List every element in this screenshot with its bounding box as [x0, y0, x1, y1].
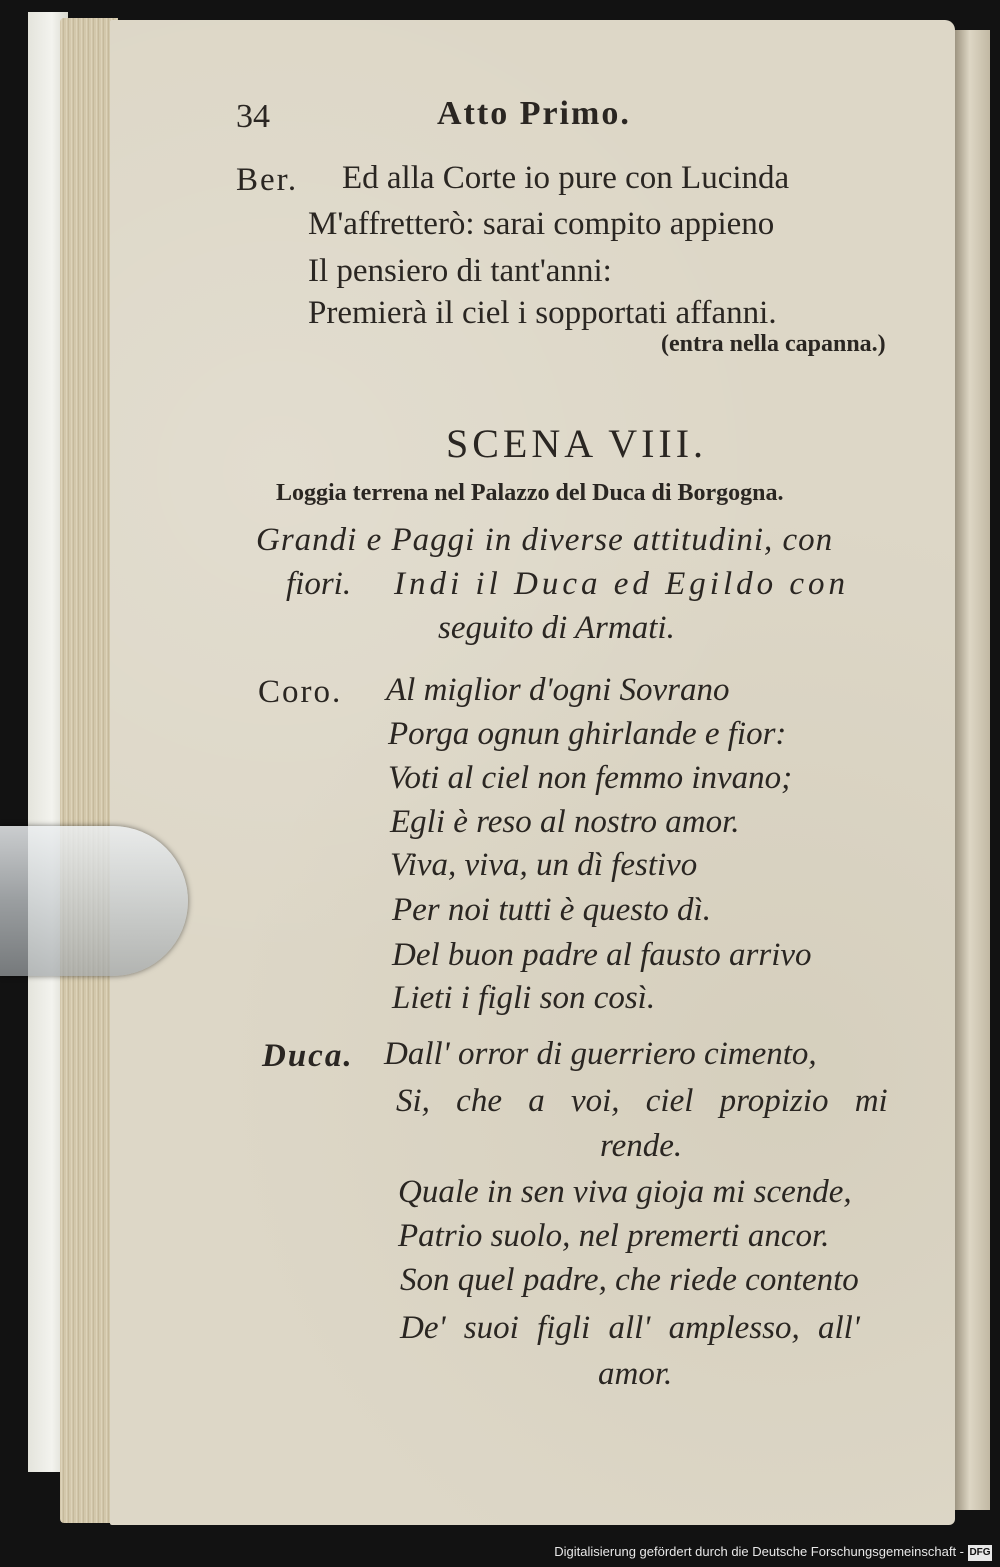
dfg-logo: DFG [968, 1545, 992, 1561]
verse-line: amor. [598, 1356, 673, 1392]
verse-line: Voti al ciel non femmo invano; [388, 760, 793, 796]
running-head: Atto Primo. [437, 95, 631, 132]
cast-line: fiori. [286, 566, 352, 602]
verse-line: Dall' orror di guerriero cimento, [384, 1036, 817, 1072]
page-number: 34 [236, 98, 270, 135]
verse-line: Lieti i figli son così. [392, 980, 656, 1016]
verse-line: Premierà il ciel i sopportati affanni. [308, 295, 777, 331]
verse-line: Porga ognun ghirlande e fior: [388, 716, 787, 752]
verse-line: M'affretterò: sarai compito appieno [308, 206, 775, 242]
cast-line: Grandi e Paggi in diverse attitudini, con [256, 522, 834, 558]
digitization-credit: Digitalisierung gefördert durch die Deutsche Forschungsgemeinschaft - [554, 1544, 964, 1559]
verse-line: Ed alla Corte io pure con Lucinda [342, 160, 790, 196]
speaker-coro: Coro. [258, 674, 343, 710]
scene-setting: Loggia terrena nel Palazzo del Duca di Borgogna. [276, 480, 784, 506]
cast-line: Indi il Duca ed Egildo con [394, 566, 850, 602]
cast-line: seguito di Armati. [438, 610, 675, 646]
speaker-duca: Duca. [262, 1038, 354, 1074]
verse-line: Del buon padre al fausto arrivo [392, 937, 812, 973]
verse-line: Il pensiero di tant'anni: [308, 253, 612, 289]
scene-title: SCENA VIII. [446, 421, 708, 466]
verse-line: rende. [600, 1128, 683, 1164]
verse-line: Son quel padre, che riede contento [400, 1262, 859, 1298]
verse-line: Si, che a voi, ciel propizio mi [396, 1083, 888, 1119]
speaker-ber: Ber. [236, 162, 299, 198]
verse-line: Viva, viva, un dì festivo [390, 847, 698, 883]
verse-line: Al miglior d'ogni Sovrano [386, 672, 730, 708]
verse-line: Quale in sen viva gioja mi scende, [398, 1174, 852, 1210]
verse-line: Egli è reso al nostro amor. [390, 804, 740, 840]
verse-line: Patrio suolo, nel premerti ancor. [398, 1218, 830, 1254]
verse-line: Per noi tutti è questo dì. [392, 892, 711, 928]
stage-direction: (entra nella capanna.) [661, 331, 886, 357]
verse-line: De' suoi figli all' amplesso, all' [400, 1310, 860, 1346]
glass-page-holder [0, 826, 188, 976]
